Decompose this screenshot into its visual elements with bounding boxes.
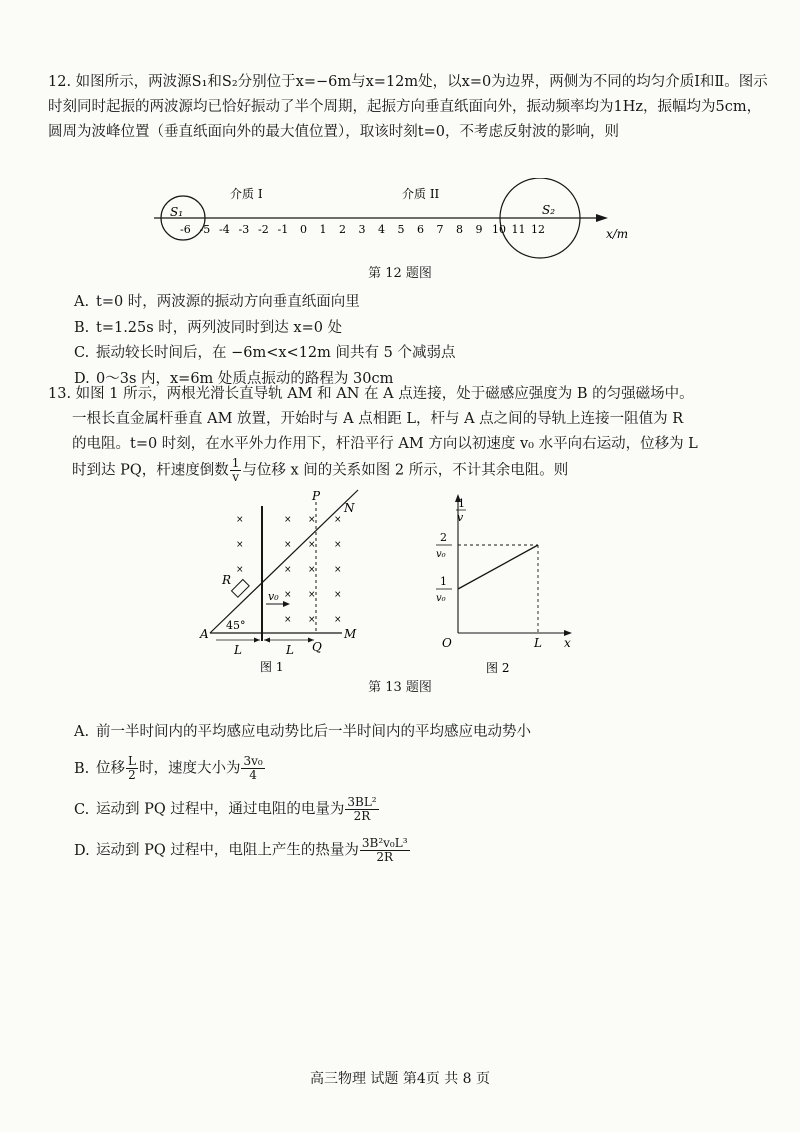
figure-2-caption: 图 2 — [486, 661, 510, 675]
axis-tick-label: 2 — [339, 223, 346, 236]
svg-text:v: v — [457, 511, 464, 524]
inverse-velocity-fraction: $\frac{1}{v}$ — [231, 456, 240, 484]
y-tick-2-over-v0: 2 — [440, 531, 447, 544]
axis-tick-label: -4 — [219, 223, 230, 236]
axis-tick-label: -3 — [238, 223, 250, 236]
medium-2-label: 介质 II — [402, 187, 440, 201]
axis-tick-label: 1 — [319, 223, 327, 236]
question-13: 13. 如图 1 所示，两根光滑长直导轨 AM 和 AN 在 A 点连接，处于磁感应强度为 B 的匀强磁场中。 一根长直金属杆垂直 AM 放置，开始时与 A 点相距 L，杆与 A 点之间的导轨上连接一阻值为 R 的电阻。t=0 时刻，在水平外力作用下，杆沿平行 AM 方向以初速度 v₀ 水平向右运动，位移为 L 时到达 PQ，杆速度倒数 $\frac{1}{v}$ 与位移 x 间的关系如图 2 所示，不计其余电阻。则 — [48, 386, 698, 484]
field-cross: × — [236, 540, 244, 550]
field-cross: × — [334, 515, 342, 525]
point-p-label: P — [312, 489, 321, 503]
velocity-label: v₀ — [268, 590, 279, 603]
page-footer: 高三物理 试题 第4页 共 8 页 — [309, 1071, 491, 1087]
q12-figure-caption: 第 12 题图 — [368, 266, 432, 281]
q12-option-b[interactable]: B. t=1.25s 时，两列波同时到达 x=0 处 — [74, 319, 343, 336]
q13-option-c[interactable]: C. 运动到 PQ 过程中，通过电阻的电量为 $\frac{\text{3BL²}}{2R}$ — [74, 795, 377, 823]
x-tick-l: L — [534, 636, 542, 650]
axis-tick-label: 6 — [417, 223, 424, 236]
axis-tick-label: -2 — [258, 223, 269, 236]
question-number: 13. — [48, 386, 72, 402]
field-cross: × — [308, 590, 316, 600]
svg-text:v₀: v₀ — [436, 549, 446, 560]
resistor-label: R — [222, 573, 232, 587]
point-m-label: M — [344, 627, 357, 641]
axis-tick-label: 0 — [300, 223, 307, 236]
axis-tick-label: 10 — [492, 223, 506, 236]
point-n-label: N — [344, 501, 355, 515]
point-a-label: A — [200, 627, 209, 641]
axis-arrow — [596, 214, 608, 222]
axis-unit-label: x/m — [606, 227, 629, 241]
axis-tick-label: 5 — [397, 223, 405, 236]
question-12 — [48, 70, 773, 145]
y-tick-1-over-v0: 1 — [440, 575, 447, 588]
field-cross: × — [236, 515, 244, 525]
axis-tick-label: -1 — [277, 223, 289, 236]
axis-tick-label: -5 — [199, 223, 211, 236]
point-q-label: Q — [312, 640, 322, 654]
q13-options — [74, 720, 531, 864]
field-cross: × — [284, 515, 292, 525]
field-cross: × — [284, 565, 292, 575]
axis-tick-label: 9 — [475, 223, 483, 236]
q13-figure-caption: 第 13 题图 — [368, 680, 432, 695]
axis-tick-label: 7 — [436, 223, 444, 236]
s2-label: S₂ — [542, 203, 556, 217]
field-cross: × — [284, 615, 292, 625]
angle-label: 45° — [226, 619, 246, 632]
field-cross: × — [308, 540, 316, 550]
q12-option-c[interactable]: C. 振动较长时间后，在 −6m<x<12m 间共有 5 个减弱点 — [74, 345, 456, 361]
field-cross: × — [334, 590, 342, 600]
q13-option-a[interactable]: A. 前一半时间内的平均感应电动势比后一半时间内的平均感应电动势小 — [74, 724, 531, 740]
rail-an — [210, 490, 358, 633]
question-stem: 如图所示，两波源S₁和S₂分别位于x=−6m与x=12m处，以x=0为边界，两侧为不同的均匀介质Ⅰ和Ⅱ。图示时刻同时起振的两波源均已恰好振动了半个周期，起振方向垂直纸面向外，振动频率均为1Hz，振幅均为5cm，圆周为波峰位置（垂直纸面向外的最大值位置），取该时刻t=0，不考虑反射波的影响，则 — [48, 74, 768, 140]
rail-figure — [196, 488, 372, 676]
axis-tick-label: 4 — [378, 223, 385, 236]
magnetic-field-marks — [236, 515, 342, 625]
field-cross: × — [334, 615, 342, 625]
field-cross: × — [308, 615, 316, 625]
svg-text:v₀: v₀ — [436, 593, 446, 604]
axis-tick-label: 12 — [531, 223, 545, 236]
axis-tick-label: 3 — [358, 223, 366, 236]
s1-label: S₁ — [170, 205, 184, 219]
graph-line — [458, 545, 538, 589]
field-cross: × — [284, 540, 292, 550]
axis-tick-label: 8 — [456, 223, 463, 236]
axis-ticks — [180, 223, 545, 236]
field-cross: × — [334, 565, 342, 575]
axis-tick-label: 11 — [511, 223, 526, 236]
svg-text:1: 1 — [458, 497, 465, 510]
q13-option-b[interactable]: B. 位移 $\frac{L}{2}$ 时，速度大小为 $\frac{\text{3v₀}}{4}$ — [74, 754, 263, 782]
field-cross: × — [334, 540, 342, 550]
field-cross: × — [308, 565, 316, 575]
field-cross: × — [284, 590, 292, 600]
wave-figure — [150, 178, 630, 264]
q12-option-d[interactable]: D. 0～3s 内，x=6m 处质点振动的路程为 30cm — [74, 370, 394, 387]
axis-tick-label: -6 — [180, 223, 191, 236]
length-label-2: L — [286, 643, 294, 657]
q12-option-a[interactable]: A. t=0 时，两波源的振动方向垂直纸面向里 — [74, 294, 360, 310]
origin-label: O — [442, 636, 452, 650]
wave-axis-diagram — [150, 178, 630, 264]
length-label-1: L — [234, 643, 242, 657]
medium-1-label: 介质 I — [230, 187, 263, 201]
field-cross: × — [308, 515, 316, 525]
q12-options — [74, 290, 455, 392]
graph-figure — [428, 490, 578, 676]
figure-1-caption: 图 1 — [260, 660, 284, 674]
x-axis-label: x — [564, 636, 571, 650]
field-cross: × — [236, 565, 244, 575]
q13-option-d[interactable]: D. 运动到 PQ 过程中，电阻上产生的热量为 $\frac{\text{3B²v₀L³}}{2R}$ — [74, 836, 408, 864]
question-number: 12. — [48, 74, 72, 90]
resistor — [232, 580, 250, 598]
